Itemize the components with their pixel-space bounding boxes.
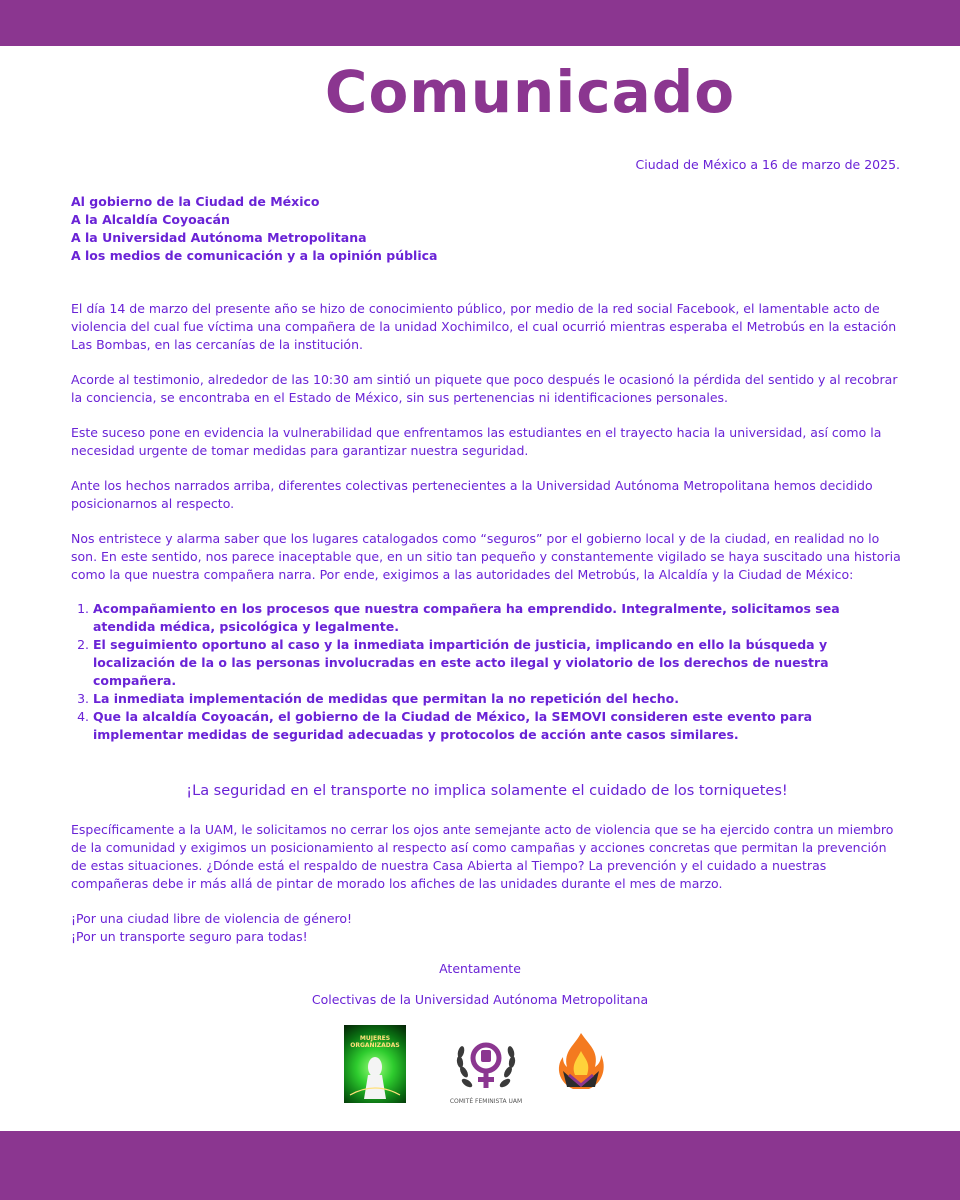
slogan: ¡La seguridad en el transporte no implica solamente el cuidado de los torniquetes! bbox=[186, 783, 788, 799]
addressee-block bbox=[71, 193, 903, 265]
bottom-band bbox=[0, 1131, 960, 1200]
addressee-line: A la Alcaldía Coyoacán bbox=[71, 212, 230, 227]
paragraph: El día 14 de marzo del presente año se hizo de conocimiento público, por medio de la red social Facebook, el lamentable acto de violencia del cual fue víctima una compañera de la unidad Xochimilco, el cual ocurrió mientras esperaba el Metrobús en la estación Las Bombas, en las cercanías de la institución. bbox=[71, 301, 897, 352]
feminist-fist-icon bbox=[440, 1032, 532, 1096]
signoff: Atentamente bbox=[439, 961, 521, 976]
page-title: Comunicado bbox=[324, 58, 736, 126]
logo-2-caption: COMITÉ FEMINISTA UAM bbox=[449, 1098, 523, 1105]
letter-body bbox=[71, 193, 903, 946]
signature-block bbox=[0, 961, 960, 1007]
figure-icon bbox=[344, 1025, 406, 1103]
fire-collective-logo bbox=[555, 1031, 607, 1093]
cries-block bbox=[71, 910, 903, 946]
paragraph: Nos entristece y alarma saber que los lugares catalogados como “seguros” por el gobierno local y de la ciudad, en realidad no lo son. En este sentido, nos parece inaceptable que, en un sitio tan pequeño y constantemente vigilado se haya suscitado una historia como la que nuestra compañera narra. Por ende, exigimos a las autoridades del Metrobús, la Alcaldía y la Ciudad de México: bbox=[71, 531, 901, 582]
demand-item: 3. La inmediata implementación de medidas que permitan la no repetición del hecho. bbox=[93, 690, 903, 708]
demands-list bbox=[71, 600, 903, 744]
body-paragraphs bbox=[71, 300, 903, 584]
demand-item: 1. Acompañamiento en los procesos que nuestra compañera ha emprendido. Integralmente, solicitamos sea atendida médica, psicológica y legalmente. bbox=[93, 600, 903, 636]
closing-block bbox=[71, 821, 903, 946]
paragraph: Este suceso pone en evidencia la vulnerabilidad que enfrentamos las estudiantes en el trayecto hacia la universidad, así como la necesidad urgente de tomar medidas para garantizar nuestra seguridad. bbox=[71, 425, 882, 458]
comite-feminista-logo bbox=[440, 1032, 532, 1108]
uam-paragraph: Específicamente a la UAM, le solicitamos no cerrar los ojos ante semejante acto de violencia que se ha ejercido contra un miembro de la comunidad y exigimos un posicionamiento al respecto así como campañas y acciones concretas que permitan la prevención de estas situaciones. ¿Dónde está el respaldo de nuestra Casa Abierta al Tiempo? La prevención y el cuidado a nuestras compañeras debe ir más allá de pintar de morado los afiches de las unidades durante el mes de marzo. bbox=[71, 822, 894, 891]
demand-item: 2. El seguimiento oportuno al caso y la inmediata impartición de justicia, implicando en ello la búsqueda y localización de la o las personas involucradas en este acto ilegal y violatorio de los derechos de nuestra compañera. bbox=[93, 636, 903, 690]
paragraph: Ante los hechos narrados arriba, diferentes colectivas pertenecientes a la Universidad Autónoma Metropolitana hemos decidido posicionarnos al respecto. bbox=[71, 478, 873, 511]
cry-line: ¡Por una ciudad libre de violencia de género! bbox=[71, 911, 353, 926]
addressee-line: A la Universidad Autónoma Metropolitana bbox=[71, 230, 367, 245]
addressee-line: A los medios de comunicación y a la opinión pública bbox=[71, 248, 438, 263]
date-line: Ciudad de México a 16 de marzo de 2025. bbox=[635, 157, 900, 172]
addressee-line: Al gobierno de la Ciudad de México bbox=[71, 194, 320, 209]
cry-line: ¡Por un transporte seguro para todas! bbox=[71, 929, 308, 944]
logo-1-text: MUJERES ORGANIZADAS bbox=[350, 1035, 400, 1049]
top-band bbox=[0, 0, 960, 46]
mujeres-organizadas-logo bbox=[344, 1025, 406, 1103]
paragraph: Acorde al testimonio, alrededor de las 10:30 am sintió un piquete que poco después le ocasionó la pérdida del sentido y al recobrar la conciencia, se encontraba en el Estado de México, sin sus pertenencias ni identificaciones personales. bbox=[71, 372, 898, 405]
flame-icon bbox=[555, 1031, 607, 1093]
demand-item: 4. Que la alcaldía Coyoacán, el gobierno de la Ciudad de México, la SEMOVI consideren este evento para implementar medidas de seguridad adecuadas y protocolos de acción ante casos similares. bbox=[93, 708, 903, 744]
signatory: Colectivas de la Universidad Autónoma Metropolitana bbox=[311, 992, 649, 1007]
